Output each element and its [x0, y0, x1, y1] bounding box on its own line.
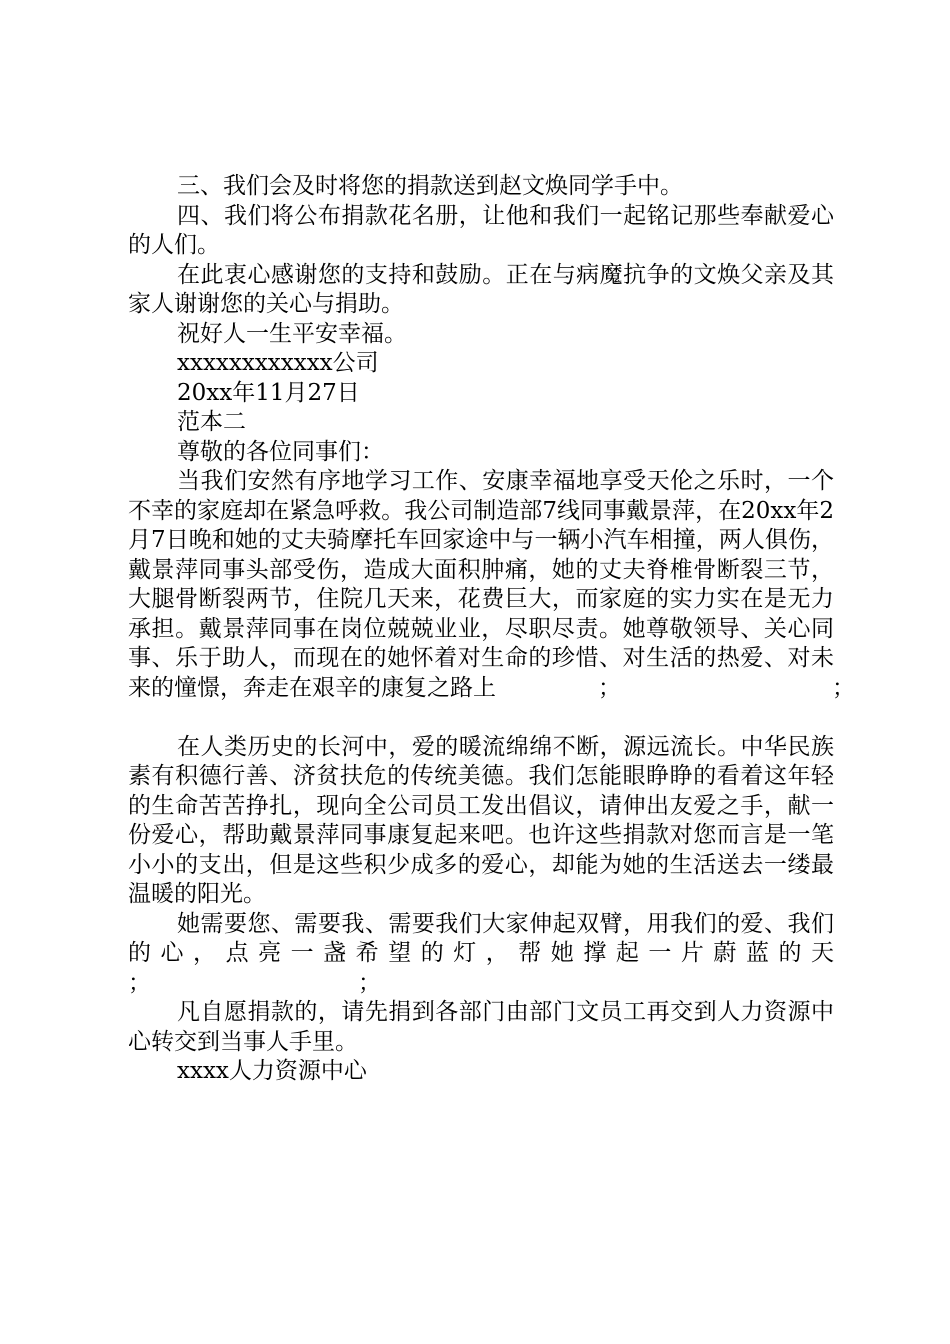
paragraph-appeal: 在人类历史的长河中，爱的暖流绵绵不断，源远流长。中华民族素有积德行善、济贫扶危的传统美德。我们怎能眼睁睁的看着这年轻的生命苦苦挣扎，现向全公司员工发出倡议，请伸出友爱之手，献一份爱心，帮助戴景萍同事康复起来吧。也许这些捐款对您而言是一笔小小的支出，但是这些积少成多的爱心，却能为她的生活送去一缕最温暖的阳光。	[128, 733, 834, 907]
section-title: 范本二	[177, 409, 246, 435]
semicolon-row-1	[128, 674, 855, 733]
document-body	[128, 172, 855, 1087]
signature-company: xxxxxxxxxxxx公司	[177, 350, 379, 376]
semicolon-mark: ；	[598, 674, 621, 701]
signature-date: 20xx年11月27日	[177, 379, 360, 406]
paragraph-blessing: 祝好人一生平安幸福。	[177, 320, 407, 347]
signature-department: xxxx人力资源中心	[177, 1058, 367, 1084]
semicolon-mark: ；	[358, 969, 381, 996]
semicolon-row-2	[128, 969, 834, 999]
paragraph-call: 她需要您、需要我、需要我们大家伸起双臂，用我们的爱、我们的心，点亮一盏希望的灯，帮她撑起一片蔚蓝的天	[128, 910, 834, 966]
semicolon-mark: ；	[128, 969, 151, 996]
paragraph-item-3: 三、我们会及时将您的捐款送到赵文焕同学手中。	[177, 173, 683, 199]
paragraph-thanks: 在此衷心感谢您的支持和鼓励。正在与病魔抗争的文焕父亲及其家人谢谢您的关心与捐助。	[128, 261, 834, 317]
paragraph-item-4: 四、我们将公布捐款花名册，让他和我们一起铭记那些奉献爱心的人们。	[128, 202, 834, 258]
paragraph-incident	[128, 467, 834, 703]
salutation: 尊敬的各位同事们：	[177, 438, 384, 465]
paragraph-instructions: 凡自愿捐款的，请先捐到各部门由部门文员工再交到人力资源中心转交到当事人手里。	[128, 999, 834, 1055]
semicolon-mark: ；	[832, 674, 855, 701]
paragraph-incident-text: 当我们安然有序地学习工作、安康幸福地享受天伦之乐时，一个不幸的家庭却在紧急呼救。我公司制造部7线同事戴景萍，在20xx年2月7日晚和她的丈夫骑摩托车回家途中与一辆小汽车相撞，两人俱伤，戴景萍同事头部受伤，造成大面积肿痛，她的丈夫脊椎骨断裂三节，大腿骨断裂两节，住院几天来，花费巨大，而家庭的实力实在是无力承担。戴景萍同事在岗位兢兢业业，尽职尽责。她尊敬领导、关心同事、乐于助人，而现在的她怀着对生命的珍惜、对生活的热爱、对未来的憧憬，奔走在艰辛的康复之路上	[128, 468, 834, 701]
